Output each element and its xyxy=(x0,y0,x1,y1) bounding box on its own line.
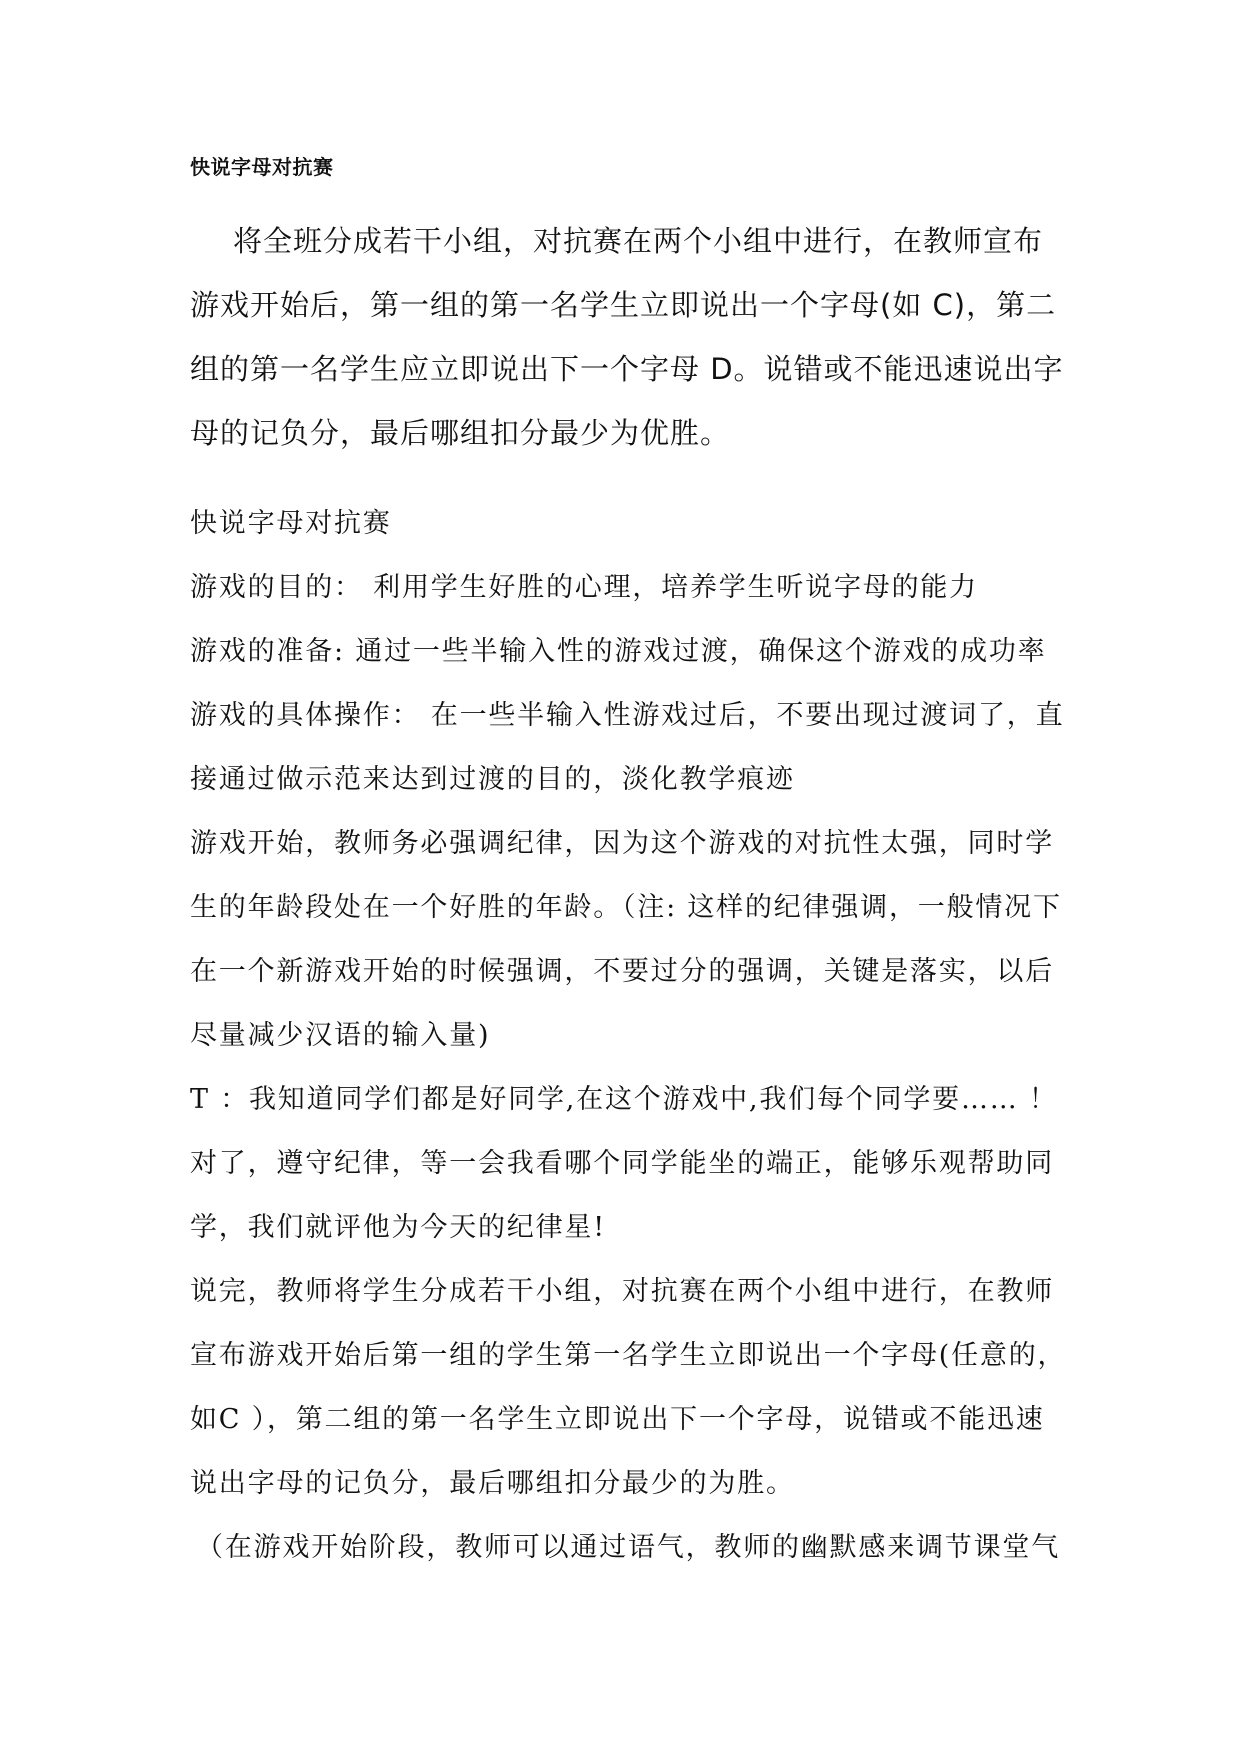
game-purpose: 游戏的目的： 利用学生好胜的心理，培养学生听说字母的能力 xyxy=(190,572,978,603)
game-procedure: 游戏的具体操作： 在一些半输入性游戏过后，不要出现过渡词了，直接通过做示范来达到过渡的目的，淡化教学痕迹 xyxy=(190,700,1065,795)
group-instructions: 说完，教师将学生分成若干小组，对抗赛在两个小组中进行，在教师宣布游戏开始后第一组的学生第一名学生立即说出一个字母(任意的，如C ），第二组的第一名学生立即说出下一个字母，说错或不能迅速说出字母的记负分，最后哪组扣分最少的为胜。 xyxy=(190,1276,1067,1499)
game-preparation: 游戏的准备: 通过一些半输入性的游戏过渡，确保这个游戏的成功率 xyxy=(190,636,1047,667)
document-title: 快说字母对抗赛 xyxy=(190,155,334,179)
teacher-dialogue: T ：我知道同学们都是好同学,在这个游戏中,我们每个同学要…… ！对了，遵守纪律，等一会我看哪个同学能坐的端正，能够乐观帮助同学，我们就评他为今天的纪律星! xyxy=(190,1084,1058,1243)
discipline-paragraph: 游戏开始，教师务必强调纪律，因为这个游戏的对抗性太强，同时学生的年龄段处在一个好胜的年龄。（注: 这样的纪律强调，一般情况下在一个新游戏开始的时候强调，不要过分的强调，关键是落实，以后尽量减少汉语的输入量) xyxy=(190,828,1062,1051)
closing-note: （在游戏开始阶段，教师可以通过语气，教师的幽默感来调节课堂气 xyxy=(196,1532,1060,1563)
document-body xyxy=(190,492,1070,1580)
intro-paragraph: 将全班分成若干小组，对抗赛在两个小组中进行，在教师宣布游戏开始后，第一组的第一名学生立即说出一个字母(如 C)，第二组的第一名学生应立即说出下一个字母 D。说错或不能迅速说出字母的记负分，最后哪组扣分最少为优胜。 xyxy=(190,224,1064,450)
section-heading: 快说字母对抗赛 xyxy=(190,508,392,539)
